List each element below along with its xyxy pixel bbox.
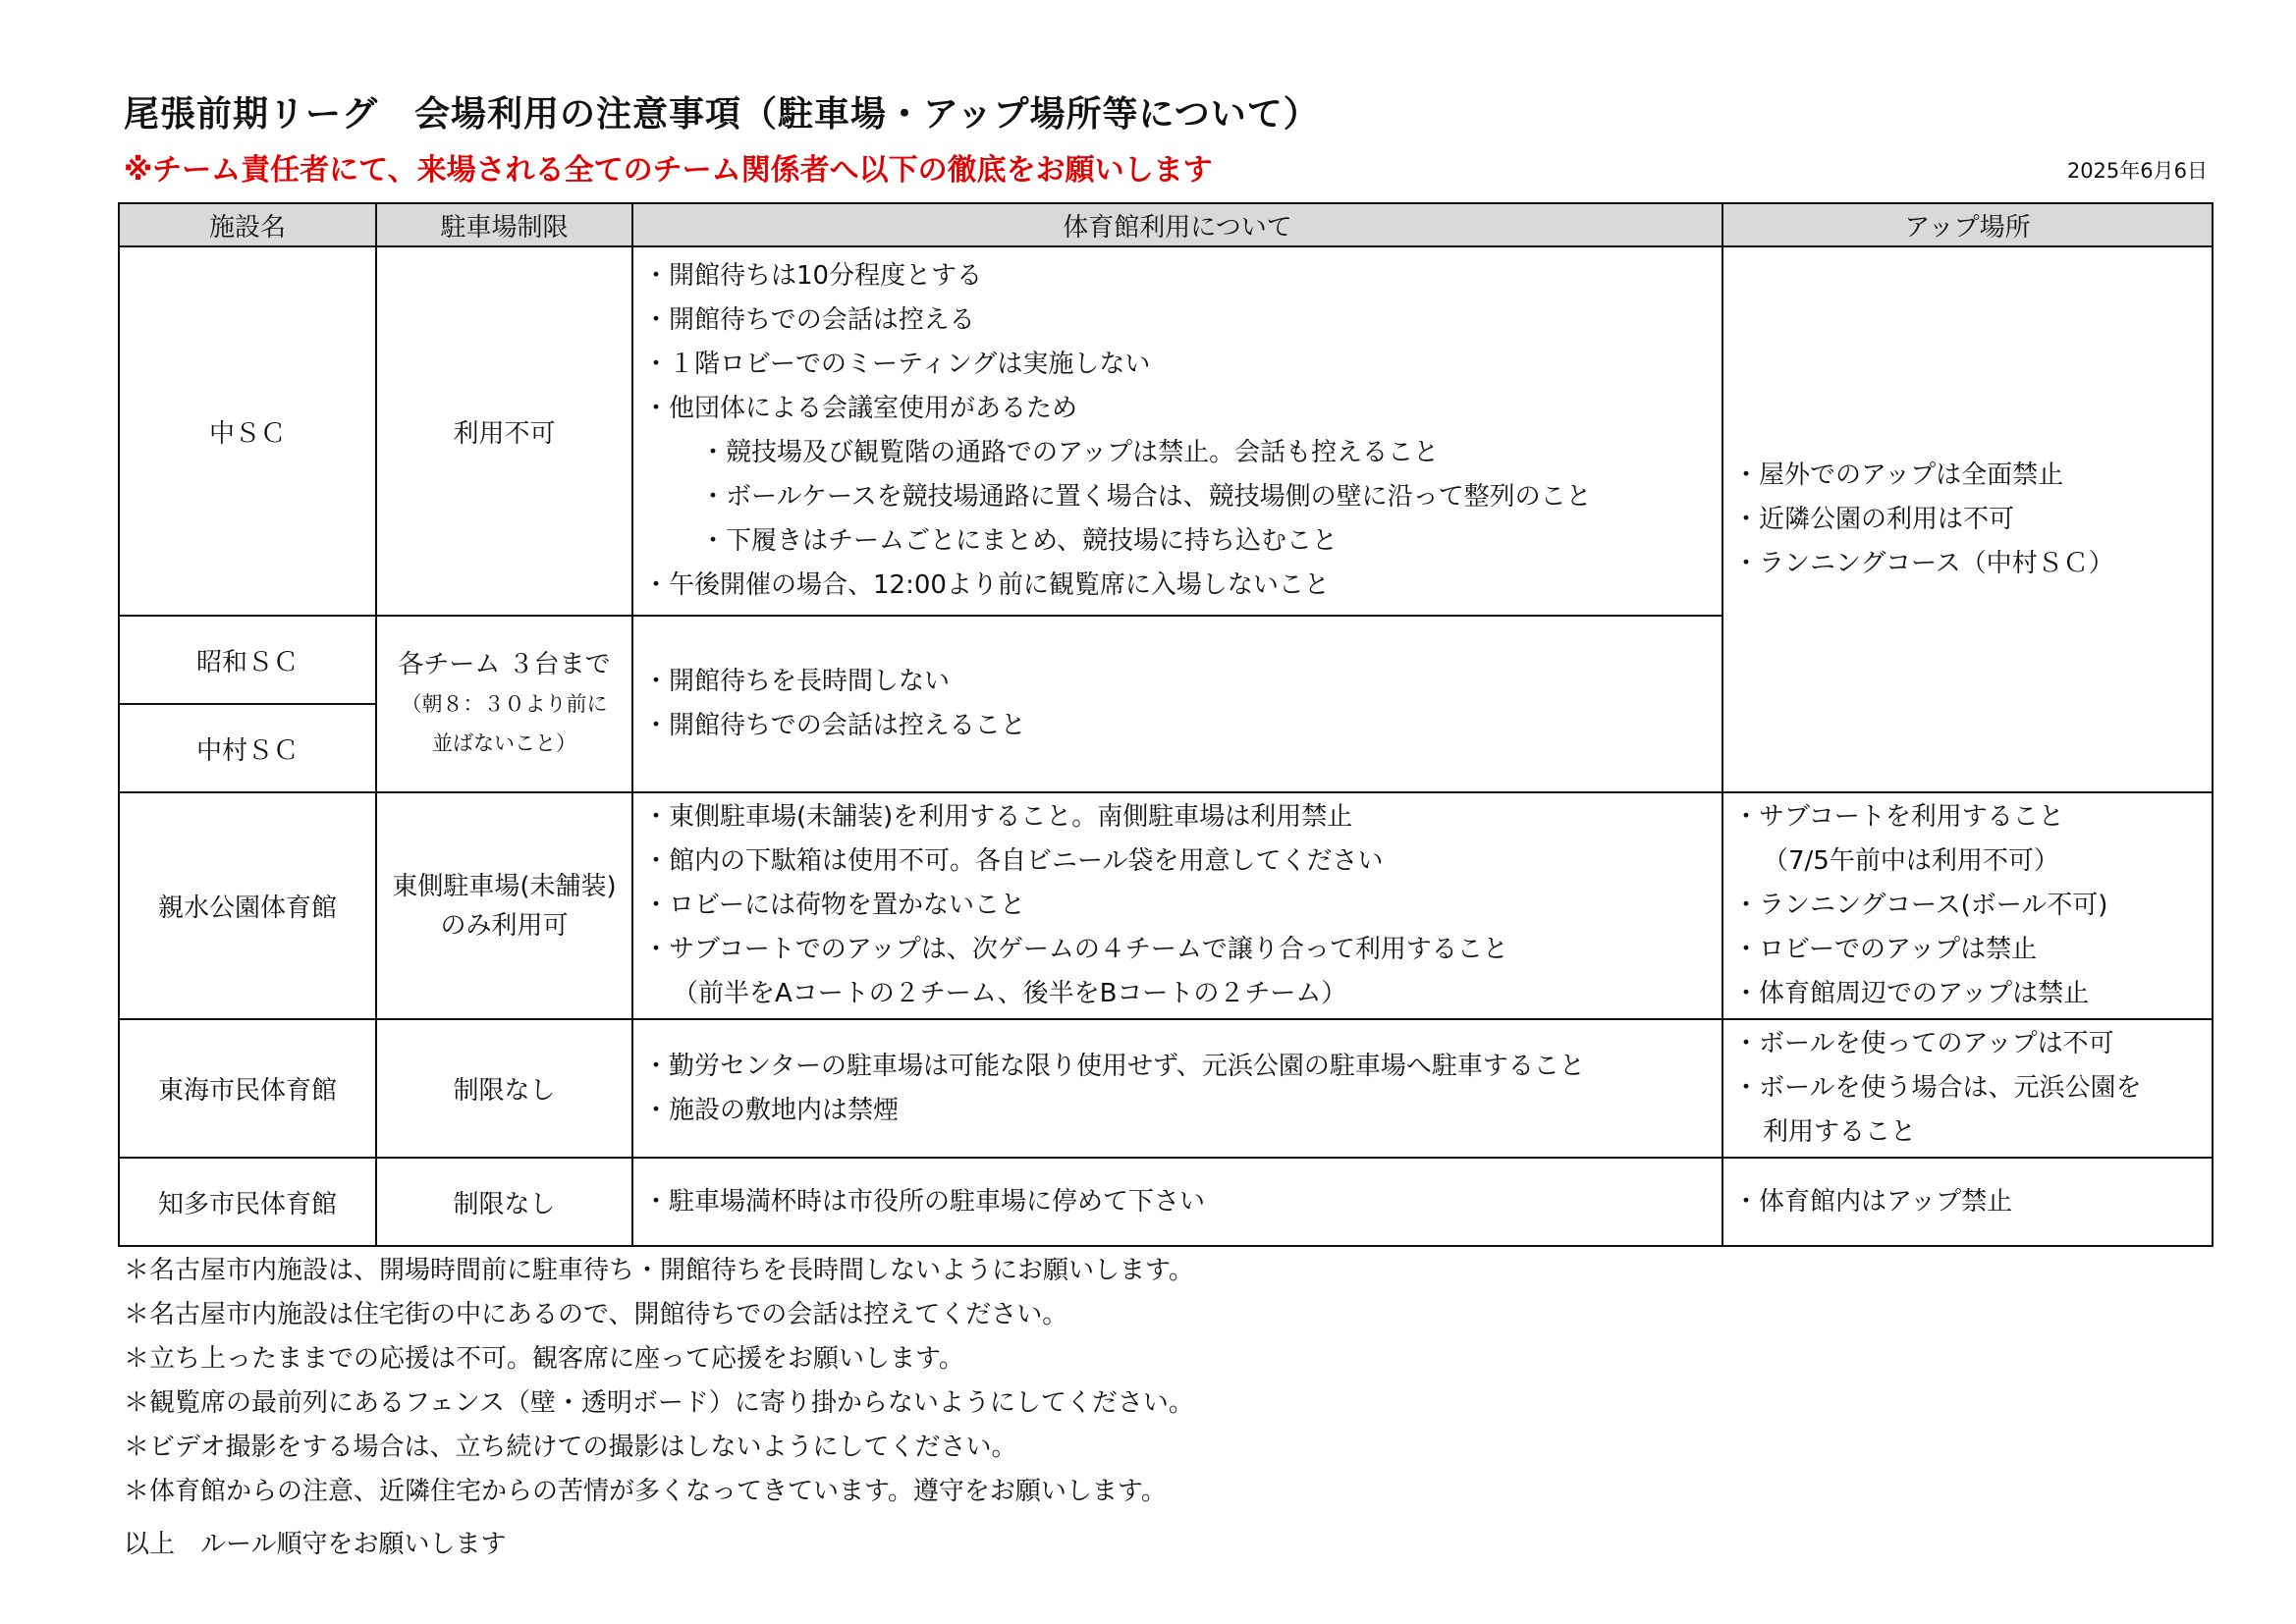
- parking-chita: 制限なし: [376, 1158, 632, 1246]
- rule-subline: ・競技場及び観覧階の通路でのアップは禁止。会話も控えること: [700, 438, 1440, 467]
- parking-shinsui: [376, 792, 632, 1019]
- gym-rules-shinsui: [632, 792, 1722, 1019]
- warmup-line: ・近隣公園の利用は不可: [1733, 504, 2015, 534]
- note-item: ＊名古屋市内施設は住宅街の中にあるので、開館待ちでの会話は控えてください。: [124, 1300, 1068, 1329]
- rule-line: ・他団体による会議室使用があるため: [643, 394, 1078, 423]
- facility-name-showa: 昭和ＳＣ: [119, 616, 376, 704]
- table-header-row: [119, 203, 2213, 246]
- parking-line: 東側駐車場(未舗装): [392, 871, 617, 901]
- note-item: ＊観覧席の最前列にあるフェンス（壁・透明ボード）に寄り掛からないようにしてください。: [124, 1388, 1194, 1418]
- warmup-subline: 利用すること: [1763, 1117, 1917, 1147]
- header-parking: 駐車場制限: [376, 203, 632, 246]
- header-gym-usage: 体育館利用について: [632, 203, 1722, 246]
- warmup-line: ・ランニングコース(ボール不可): [1733, 891, 2108, 920]
- rule-line: ・開館待ちでの会話は控える: [643, 305, 975, 335]
- table-row: [119, 1019, 2213, 1158]
- parking-line: のみ利用可: [440, 910, 569, 941]
- rule-subline: ・ボールケースを競技場通路に置く場合は、競技場側の壁に沿って整列のこと: [700, 482, 1592, 512]
- rule-subline: ・下履きはチームごとにまとめ、競技場に持ち込むこと: [700, 526, 1338, 556]
- page-title: 尾張前期リーグ 会場利用の注意事項（駐車場・アップ場所等について）: [124, 94, 1320, 135]
- rule-line: ・勤労センターの駐車場は可能な限り使用せず、元浜公園の駐車場へ駐車すること: [643, 1051, 1585, 1081]
- rule-line: ・午後開催の場合、12:00より前に観覧席に入場しないこと: [643, 570, 1330, 600]
- rule-line: ・開館待ちを長時間しない: [643, 667, 951, 696]
- parking-limit: 各チーム ３台まで: [398, 650, 611, 679]
- warmup-line: ・体育館周辺でのアップは禁止: [1733, 979, 2090, 1008]
- warmup-rules-naka-showa-nakamura: [1722, 246, 2213, 792]
- gym-rules-showa-nakamura: [632, 616, 1722, 792]
- document-date: 2025年6月6日: [2066, 159, 2208, 183]
- rule-line: ・開館待ちは10分程度とする: [643, 261, 983, 291]
- note-item: ＊体育館からの注意、近隣住宅からの苦情が多くなってきています。遵守をお願いします。: [124, 1477, 1167, 1506]
- rule-line: ・館内の下駄箱は使用不可。各自ビニール袋を用意してください: [643, 846, 1384, 876]
- closing-remark: 以上 ルール順守をお願いします: [124, 1530, 507, 1559]
- rule-line: ・駐車場満杯時は市役所の駐車場に停めて下さい: [643, 1186, 1206, 1217]
- warmup-rules-shinsui: [1722, 792, 2213, 1019]
- table-row: [119, 1158, 2213, 1246]
- warmup-rules-chita: [1722, 1158, 2213, 1246]
- warmup-line: ・体育館内はアップ禁止: [1733, 1186, 2013, 1217]
- page-subtitle: ※チーム責任者にて、来場される全てのチーム関係者へ以下の徹底をお願いします: [124, 153, 1213, 188]
- gym-rules-naka: [632, 246, 1722, 616]
- rule-line: ・開館待ちでの会話は控えること: [643, 711, 1026, 740]
- gym-rules-chita: [632, 1158, 1722, 1246]
- rule-line: ・施設の敷地内は禁煙: [643, 1095, 900, 1125]
- table-row: [119, 246, 2213, 616]
- facility-name-shinsui: 親水公園体育館: [119, 792, 376, 1019]
- table-row: [119, 792, 2213, 1019]
- rule-line: ・１階ロビーでのミーティングは実施しない: [643, 350, 1151, 379]
- warmup-line: ・ロビーでのアップは禁止: [1733, 935, 2038, 964]
- parking-note: （朝８：３０より前に: [401, 692, 608, 716]
- facility-name-nakamura: 中村ＳＣ: [119, 704, 376, 792]
- rule-line: ・ロビーには荷物を置かないこと: [643, 891, 1025, 920]
- notes-list: [124, 1249, 1194, 1514]
- parking-naka: 利用不可: [376, 246, 632, 616]
- rule-line: ・サブコートでのアップは、次ゲームの４チームで譲り合って利用すること: [643, 935, 1508, 964]
- warmup-line: ・ランニングコース（中村ＳＣ）: [1733, 548, 2114, 578]
- parking-note: 並ばないこと）: [432, 731, 576, 755]
- warmup-line: ・ボールを使ってのアップは不可: [1733, 1029, 2114, 1058]
- warmup-rules-tokai: [1722, 1019, 2213, 1158]
- warmup-line: ・サブコートを利用すること: [1733, 802, 2064, 832]
- note-item: ＊立ち上ったままでの応援は不可。観客席に座って応援をお願いします。: [124, 1344, 964, 1374]
- parking-showa-nakamura: [376, 616, 632, 792]
- facility-name-naka: 中ＳＣ: [119, 246, 376, 616]
- note-item: ＊ビデオ撮影をする場合は、立ち続けての撮影はしないようにしてください。: [124, 1433, 1017, 1462]
- note-item: ＊名古屋市内施設は、開場時間前に駐車待ち・開館待ちを長時間しないようにお願いします。: [124, 1256, 1194, 1285]
- facility-name-tokai: 東海市民体育館: [119, 1019, 376, 1158]
- warmup-subline: （7/5午前中は利用不可）: [1763, 846, 2059, 876]
- rule-line: ・東側駐車場(未舗装)を利用すること。南側駐車場は利用禁止: [643, 802, 1353, 832]
- parking-tokai: 制限なし: [376, 1019, 632, 1158]
- warmup-line: ・屋外でのアップは全面禁止: [1733, 460, 2064, 490]
- warmup-line: ・ボールを使う場合は、元浜公園を: [1733, 1073, 2142, 1103]
- header-facility: 施設名: [119, 203, 376, 246]
- rule-subline: （前半をAコートの２チーム、後半をBコートの２チーム）: [673, 979, 1347, 1008]
- gym-rules-tokai: [632, 1019, 1722, 1158]
- facility-name-chita: 知多市民体育館: [119, 1158, 376, 1246]
- venue-rules-table: [118, 202, 2214, 1247]
- header-warmup-area: アップ場所: [1722, 203, 2213, 246]
